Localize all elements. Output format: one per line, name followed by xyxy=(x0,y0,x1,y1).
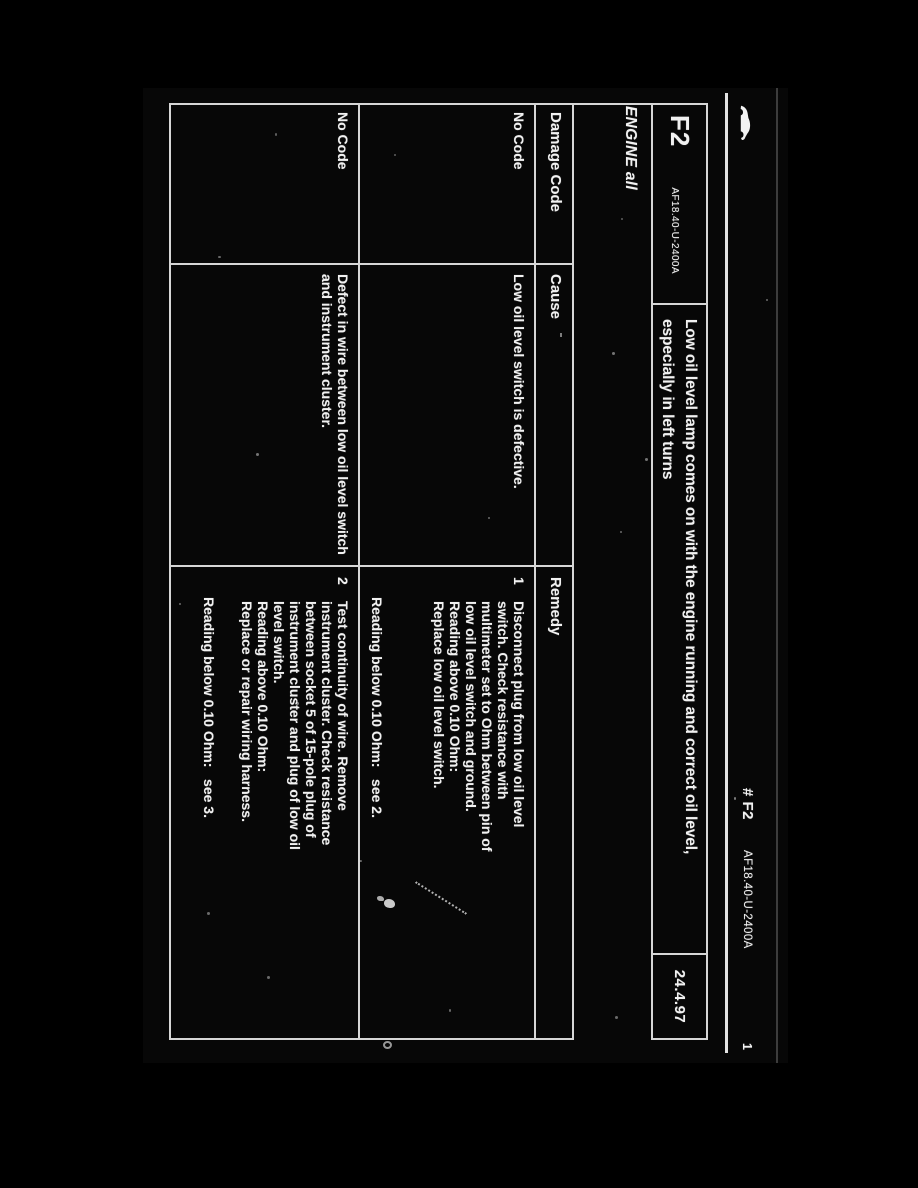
remedy-line: Replace or repair wiring harness. xyxy=(239,601,255,822)
cause-cell xyxy=(358,265,534,567)
remedy-line: Replace low oil level switch. xyxy=(431,601,447,789)
section-label: ENGINE all xyxy=(622,106,639,190)
remedy-cell xyxy=(171,567,358,1038)
column-header-cause: Cause xyxy=(534,265,572,567)
remedy-line: Test continuity of wire. Remove xyxy=(335,601,351,811)
cause-line: Low oil level switch is defective. xyxy=(511,274,527,489)
document-header-bar xyxy=(651,103,708,1040)
running-doc-code: AF18.40-U-2400A xyxy=(741,850,753,949)
remedy-cell xyxy=(358,567,534,1038)
remedy-line: Reading above 0.10 Ohm: xyxy=(447,601,463,773)
damage-code-value: No Code xyxy=(335,112,351,170)
damage-code-cell xyxy=(171,105,358,265)
running-doc-ref: # F2 xyxy=(739,788,756,821)
cause-line: Defect in wire between low oil level switch xyxy=(335,274,351,555)
damage-code-value: No Code xyxy=(511,112,527,170)
document-title-cell xyxy=(653,305,706,955)
cause-line: and instrument cluster. xyxy=(319,274,335,429)
section-code-cell xyxy=(653,105,706,305)
page-scan-edge xyxy=(776,88,778,1063)
remedy-line: level switch. xyxy=(271,601,287,684)
remedy-step-number: 2 xyxy=(335,577,351,585)
remedy-line: instrument cluster and plug of low oil xyxy=(287,601,303,850)
damage-code-cell xyxy=(358,105,534,265)
table-left-edge-line xyxy=(570,103,656,105)
remedy-line: Reading above 0.10 Ohm: xyxy=(255,601,271,773)
scan-ring-artifact xyxy=(383,1041,392,1049)
remedy-line: switch. Check resistance with xyxy=(495,601,511,800)
remedy-footer: Reading below 0.10 Ohm: see 3. xyxy=(201,597,217,818)
remedy-step-number: 1 xyxy=(511,577,527,585)
column-header-remedy: Remedy xyxy=(534,567,572,1038)
remedy-line: Disconnect plug from low oil level xyxy=(511,601,527,828)
remedy-line: multimeter set to Ohm between pin of xyxy=(479,601,495,852)
remedy-line: low oil level switch and ground. xyxy=(463,601,479,812)
column-header-damage-code: Damage Code xyxy=(534,105,572,265)
troubleshooting-table xyxy=(169,103,574,1040)
section-doc-code: AF18.40-U-2400A xyxy=(669,187,680,274)
remedy-line: between socket 5 of 15-pole plug of xyxy=(303,601,319,838)
header-rule xyxy=(725,93,728,1053)
cause-cell xyxy=(171,265,358,567)
document-title-line2: especially in left turns xyxy=(659,319,676,480)
scan-blotch xyxy=(384,899,395,908)
car-icon xyxy=(736,102,752,142)
section-code: F2 xyxy=(665,115,695,148)
remedy-line: instrument cluster. Check resistance xyxy=(319,601,335,846)
document-date: 24.4.97 xyxy=(671,969,688,1024)
page-number: 1 xyxy=(740,1043,754,1050)
document-title-line1: Low oil level lamp comes on with the engine running and correct oil level, xyxy=(682,319,699,855)
remedy-footer: Reading below 0.10 Ohm: see 2. xyxy=(369,597,385,818)
